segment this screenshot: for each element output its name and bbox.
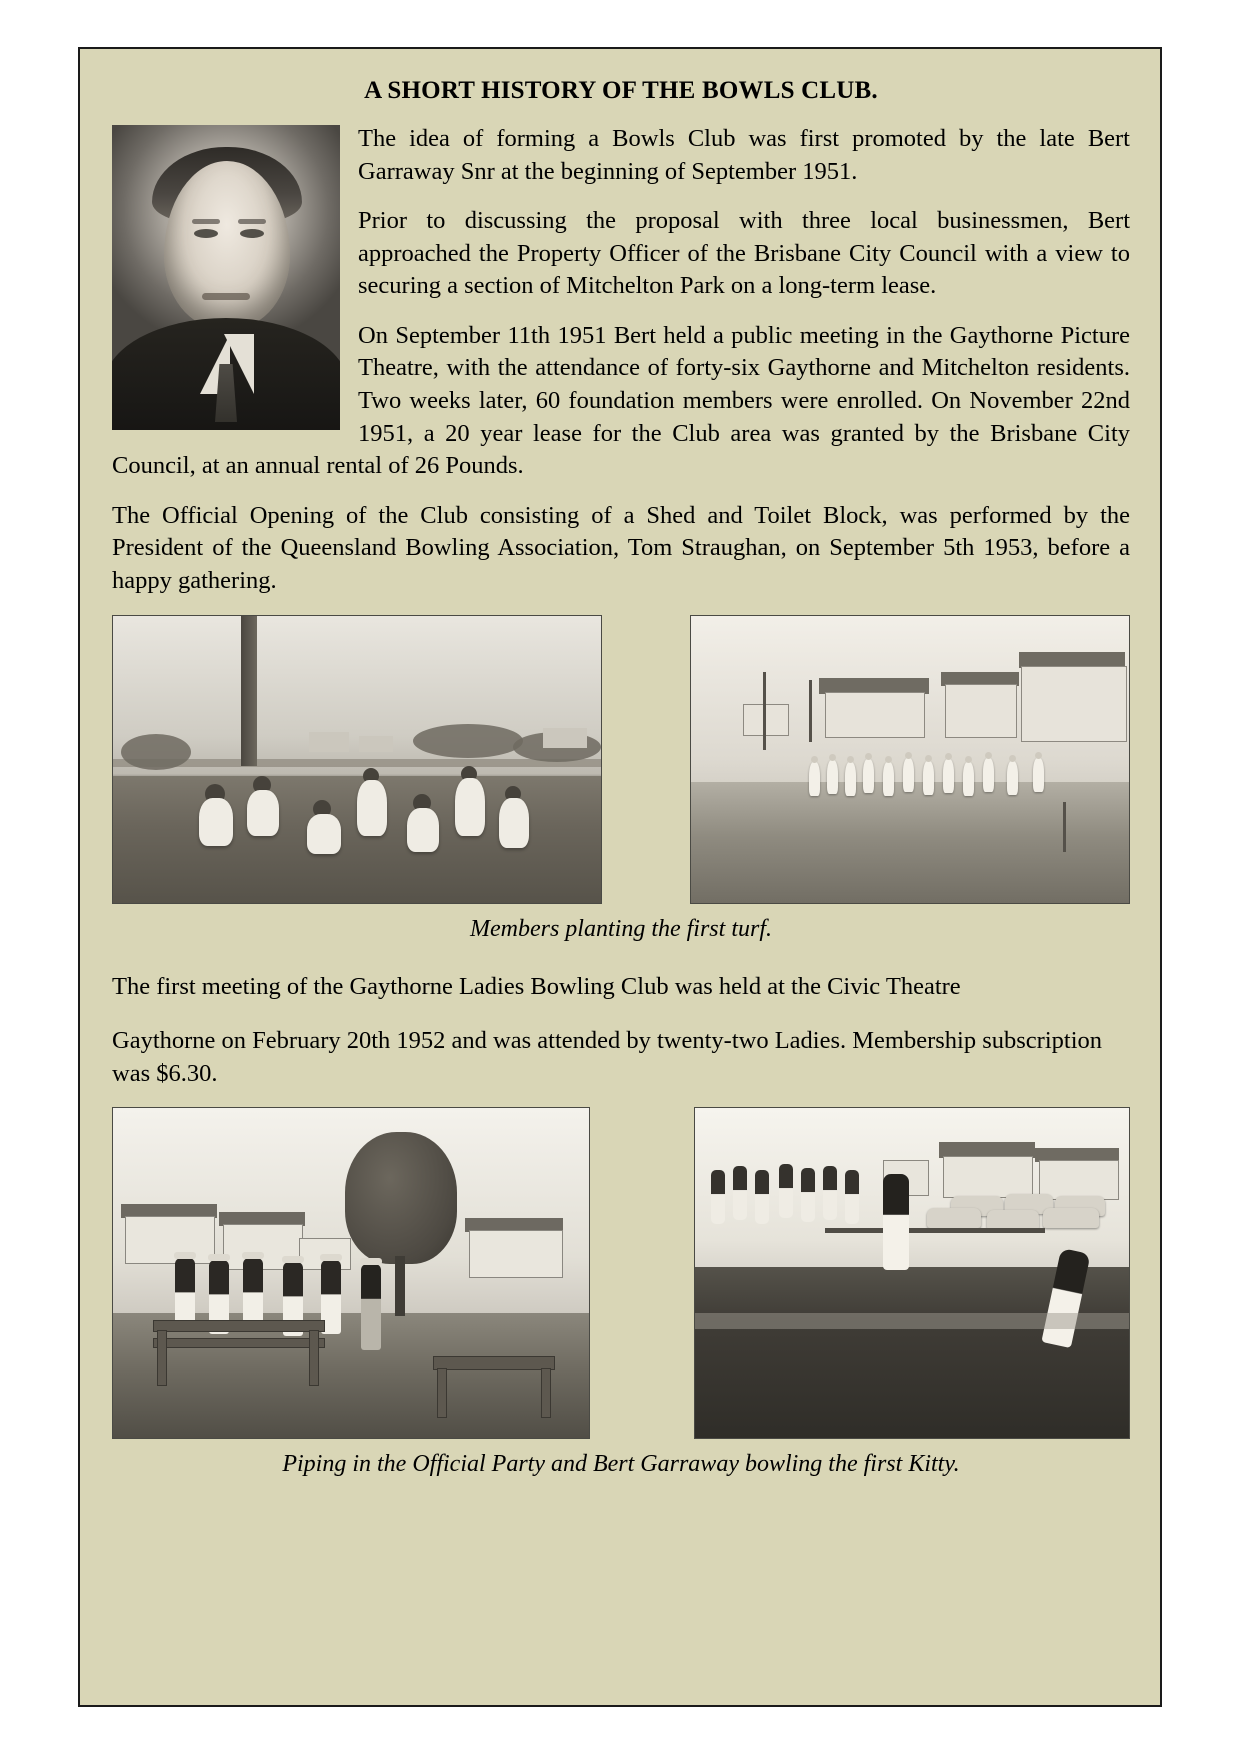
figure-caption-opening: Piping in the Official Party and Bert Garraway bowling the first Kitty. xyxy=(282,1451,960,1478)
paragraph-1: The idea of forming a Bowls Club was first promoted by the late Bert Garraway Snr at the beginning of September 1951. xyxy=(358,125,1130,185)
paragraph-4: The Official Opening of the Club consisting of a Shed and Toilet Block, was performed by the President of the Queensland Bowling Association, Tom Straughan, on September 5th 1953, before a happy gathering. xyxy=(112,501,1130,594)
photo-members-planting-turf xyxy=(112,615,602,904)
figure-row-turf xyxy=(112,615,1130,904)
photo-bert-garraway-bowling-first-kitty xyxy=(694,1107,1130,1439)
paragraph-3: On September 11th 1951 Bert held a public meeting in the Gaythorne Picture Theatre, with the attendance of forty-six Gaythorne and Mitchelton residents. Two weeks later, 60 foundation members were enrolled. On November 22nd 1951, a 20 year lease for the Club area was granted by the Brisbane City Council, at an annual rental of 26 Pounds. xyxy=(112,321,1130,480)
figure-caption-turf: Members planting the first turf. xyxy=(470,915,772,942)
document-page xyxy=(78,47,1162,1707)
paragraph-6: Gaythorne on February 20th 1952 and was attended by twenty-two Ladies. Membership subscription was $6.30. xyxy=(112,1027,1103,1087)
page-title: A SHORT HISTORY OF THE BOWLS CLUB. xyxy=(364,77,878,104)
portrait-photo-bert-garraway-snr xyxy=(112,125,340,430)
paragraph-2: Prior to discussing the proposal with three local businessmen, Bert approached the Property Officer of the Brisbane City Council with a view to securing a section of Mitchelton Park on a long-term lease. xyxy=(358,207,1130,300)
intro-section xyxy=(112,123,1130,500)
photo-piping-in-official-party xyxy=(112,1107,590,1439)
photo-members-group-on-green xyxy=(690,615,1130,904)
portrait-figure xyxy=(112,125,340,430)
paragraph-5: The first meeting of the Gaythorne Ladies Bowling Club was held at the Civic Theatre xyxy=(112,972,961,1000)
figure-row-opening xyxy=(112,1107,1130,1439)
page-content xyxy=(80,49,1160,1498)
